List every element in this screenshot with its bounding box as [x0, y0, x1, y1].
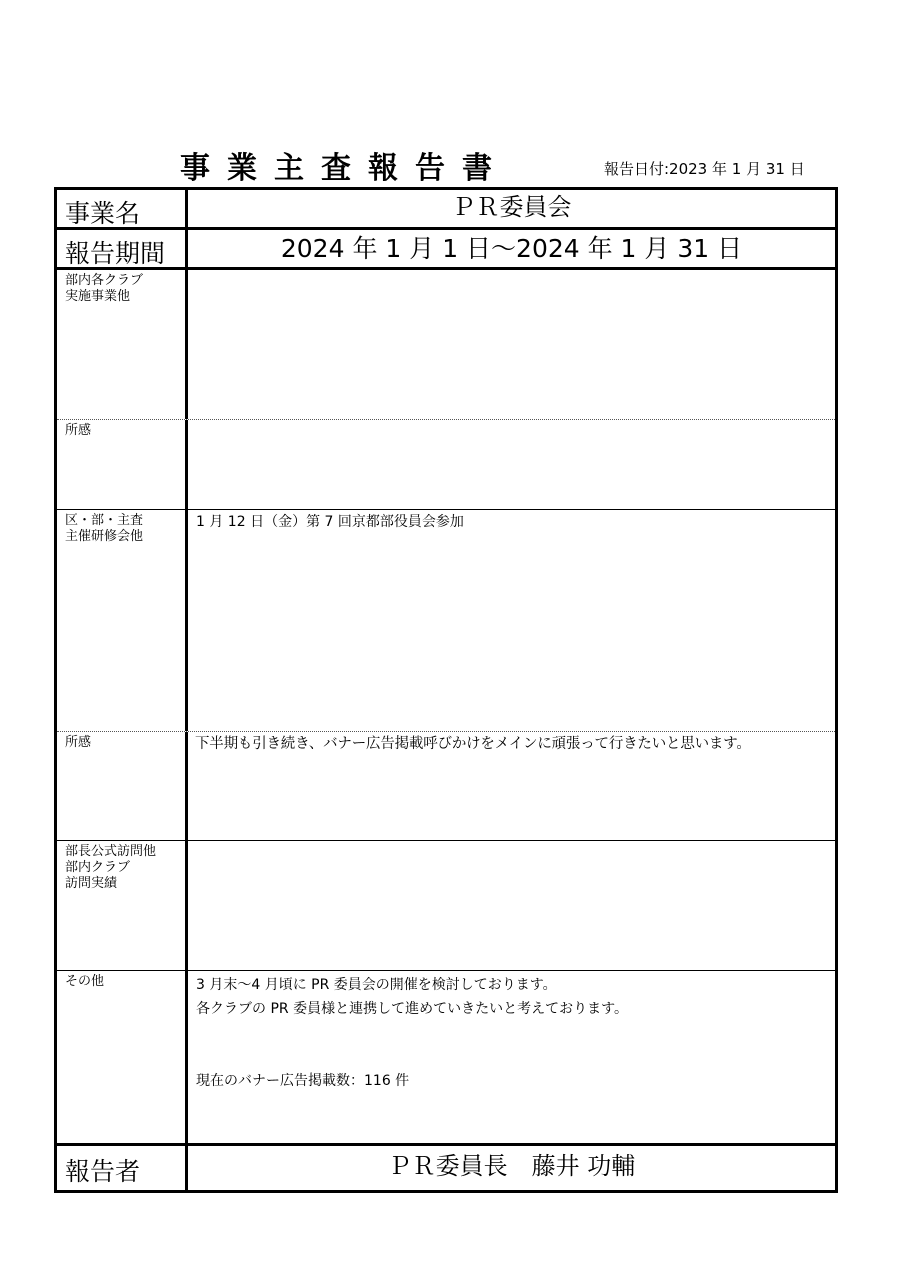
other-line	[196, 1021, 835, 1045]
period-row	[57, 230, 835, 270]
other-label: その他	[57, 971, 188, 1143]
project-label: 事業名	[57, 190, 188, 227]
other-line: 現在のバナー広告掲載数：116 件	[196, 1073, 410, 1089]
visits-row	[57, 841, 835, 971]
report-date: 報告日付:2023 年 1 月 31 日	[604, 160, 805, 178]
project-row	[57, 190, 835, 230]
other-row	[57, 971, 835, 1146]
impression-2-label: 所感	[57, 732, 188, 840]
training-row	[57, 510, 835, 732]
visits-value	[188, 841, 835, 970]
other-line	[196, 1045, 835, 1069]
club-activities-value	[188, 270, 835, 419]
impression-2-row	[57, 732, 835, 841]
impression-1-value	[188, 420, 835, 509]
other-value	[188, 971, 835, 1143]
club-activities-label: 部内各クラブ 実施事業他	[57, 270, 188, 419]
reporter-label: 報告者	[57, 1146, 188, 1190]
visits-label: 部長公式訪問他 部内クラブ 訪問実績	[57, 841, 188, 970]
other-line: 各クラブの PR 委員様と連携して進めていきたいと考えております。	[196, 1001, 628, 1017]
impression-2-value: 下半期も引き続き、バナー広告掲載呼びかけをメインに頑張って行きたいと思います。	[195, 736, 751, 752]
other-line: 3 月末～4 月頃に PR 委員会の開催を検討しております。	[196, 977, 557, 993]
period-value: 2024 年 1 月 1 日～2024 年 1 月 31 日	[280, 234, 743, 263]
period-label: 報告期間	[57, 230, 188, 267]
project-value: ＰＲ委員会	[451, 193, 572, 221]
impression-1-label: 所感	[57, 420, 188, 509]
reporter-value: ＰＲ委員長 藤井 功輔	[387, 1152, 636, 1180]
training-label: 区・部・主査 主催研修会他	[57, 510, 188, 731]
reporter-row	[57, 1146, 835, 1190]
club-activities-row	[57, 270, 835, 420]
impression-1-row	[57, 420, 835, 510]
page-title: 事業主査報告書	[180, 151, 509, 186]
training-value: 1 月 12 日（金）第 7 回京都部役員会参加	[196, 514, 464, 530]
report-form	[54, 187, 838, 1193]
